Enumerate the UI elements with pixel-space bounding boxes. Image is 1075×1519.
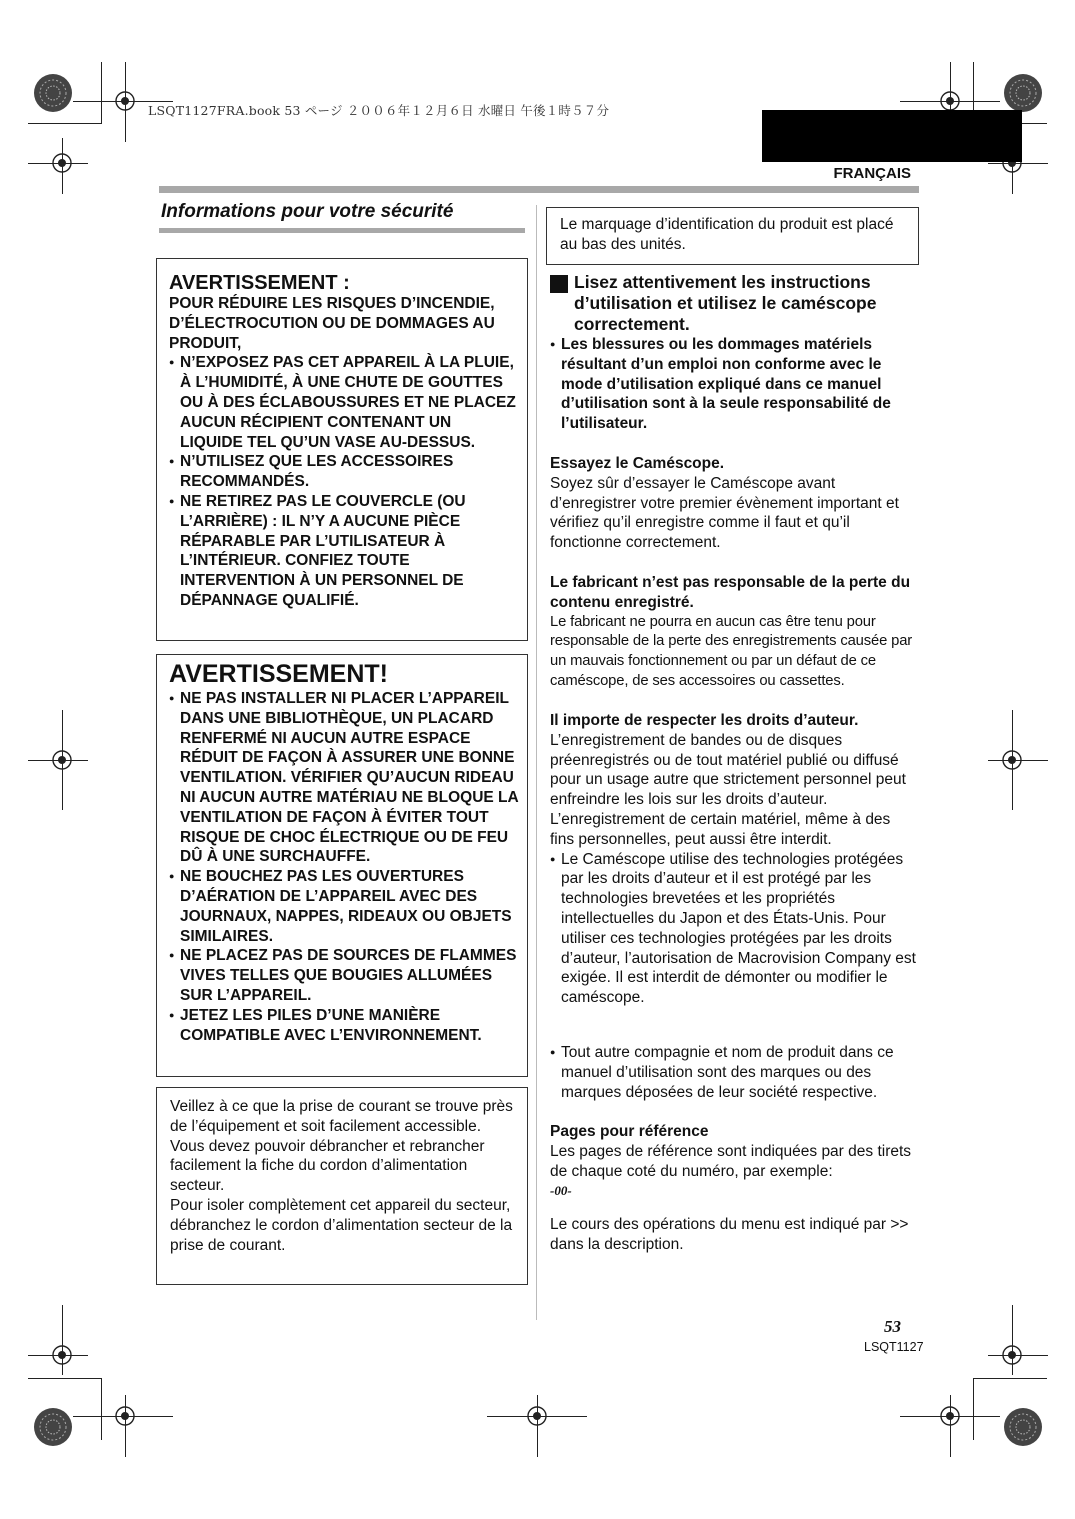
copyright-heading: Il importe de respecter les droits d’auteur. <box>550 712 859 729</box>
warning-intro: POUR RÉDUIRE LES RISQUES D’INCENDIE, D’ÉLECTROCUTION OU DE DOMMAGES AU PRODUIT, <box>169 295 495 352</box>
black-square-icon <box>550 275 568 293</box>
warning-item: ● JETEZ LES PILES D’UNE MANIÈRE COMPATIBLE AVEC L’ENVIRONNEMENT. <box>169 1006 519 1046</box>
trademarks-list <box>550 1043 918 1102</box>
header-rule <box>159 186 919 193</box>
warning-item: ● NE BOUCHEZ PAS LES OUVERTURES D’AÉRATION DE L’APPAREIL AVEC DES JOURNAUX, NAPPES, RIDEAUX OU OBJETS SIMILAIRES. <box>169 867 519 946</box>
document-code: LSQT1127 <box>864 1340 924 1354</box>
reference-body: Les pages de référence sont indiquées par des tirets de chaque coté du numéro, par exemple: <box>550 1142 912 1180</box>
copyright-section <box>550 711 918 1008</box>
section-title-rule <box>159 228 525 233</box>
outlet-paragraph: Pour isoler complètement cet appareil du secteur, débranchez le cordon d’alimentation secteur de la prise de courant. <box>170 1196 513 1254</box>
registration-target-icon <box>51 152 73 174</box>
registration-target-icon <box>526 1405 548 1427</box>
outlet-paragraph: Vous devez pouvoir débrancher et rebrancher facilement la fiche du cordon d’alimentation secteur. <box>170 1137 485 1195</box>
section-title: Informations pour votre sécurité <box>161 201 454 222</box>
print-rosette-icon <box>33 1407 73 1447</box>
warning-item: ● N’UTILISEZ QUE LES ACCESSOIRES RECOMMANDÉS. <box>169 452 517 492</box>
warning-list <box>169 689 519 1045</box>
menu-note: Le cours des opérations du menu est indiqué par >> dans la description. <box>550 1216 909 1253</box>
reference-heading: Pages pour référence <box>550 1123 709 1140</box>
instructions-list <box>550 335 918 434</box>
registration-target-icon <box>939 1405 961 1427</box>
outlet-paragraph: Veillez à ce que la prise de courant se trouve près de l’équipement et soit facilement accessible. <box>170 1098 513 1135</box>
copyright-list <box>550 850 918 1008</box>
warning-heading: AVERTISSEMENT! <box>169 660 388 688</box>
try-camera-section <box>550 454 918 553</box>
instructions-block <box>550 272 918 434</box>
trademarks-section <box>550 1043 918 1102</box>
registration-target-icon <box>1001 749 1023 771</box>
registration-target-icon <box>51 1344 73 1366</box>
warning-box-fire <box>156 258 528 641</box>
header-black-bar <box>762 110 1022 162</box>
warning-list <box>169 353 517 610</box>
marking-box: Le marquage d’identification du produit est placé au bas des unités. <box>546 207 919 265</box>
outlet-info-box <box>156 1087 528 1285</box>
copyright-item: ● Le Caméscope utilise des technologies protégées par les droits d’auteur et il est protégé par les technologies brevetées et les propriétés intellectuelles du Japon et des États-Unis. Pour utiliser ces technologies protégées par les droits d’auteur, l’autorisation de Macrovision Company est exigée. Il est interdit de démonter ou modifier le caméscope. <box>550 850 918 1008</box>
print-rosette-icon <box>33 73 73 113</box>
try-camera-heading: Essayez le Caméscope. <box>550 455 725 472</box>
warning-item: ● N’EXPOSEZ PAS CET APPAREIL À LA PLUIE, À L’HUMIDITÉ, À UNE CHUTE DE GOUTTES OU À DES ÉCLABOUSSURES ET NE PLACEZ AUCUN RÉCIPIENT CONTENANT UN LIQUIDE TEL QU’UN VASE AU-DESSUS. <box>169 353 517 452</box>
warning-item: ● NE RETIREZ PAS LE COUVERCLE (OU L’ARRIÈRE) : IL N’Y A AUCUNE PIÈCE RÉPARABLE PAR L’UTILISATEUR À L’INTÉRIEUR. CONFIEZ TOUTE INTERVENTION À UN PERSONNEL DE DÉPANNAGE QUALIFIÉ. <box>169 492 517 611</box>
language-label: FRANÇAIS <box>833 165 911 182</box>
print-rosette-icon <box>1003 73 1043 113</box>
warning-item: ● NE PAS INSTALLER NI PLACER L’APPAREIL DANS UNE BIBLIOTHÈQUE, UN PLACARD RENFERMÉ NI AUCUN AUTRE ESPACE RÉDUIT DE FAÇON À ASSURER UNE BONNE VENTILATION. VÉRIFIER QU’AUCUN RIDEAU NI AUCUN AUTRE MATÉRIAU NE BLOQUE LA VENTILATION DE FAÇON À ÉVITER TOUT RISQUE DE CHOC ÉLECTRIQUE OU DE FEU DÛ À UNE SURCHAUFFE. <box>169 689 519 867</box>
reference-section <box>550 1122 918 1201</box>
column-divider <box>536 205 537 1320</box>
registration-target-icon <box>114 90 136 112</box>
registration-target-icon <box>114 1405 136 1427</box>
try-camera-body: Soyez sûr d’essayer le Caméscope avant d’enregistrer votre premier évènement important et vérifiez qu’il enregistre comme il faut et qu’il fonctionne correctement. <box>550 474 899 552</box>
warning-heading: AVERTISSEMENT : <box>169 272 350 294</box>
instructions-heading: Lisez attentivement les instructions d’utilisation et utilisez le caméscope correctement. <box>550 272 918 335</box>
print-rosette-icon <box>1003 1407 1043 1447</box>
warning-box-ventilation <box>156 654 528 1077</box>
trademarks-item: ● Tout autre compagnie et nom de produit dans ce manuel d’utilisation sont des marques ou des marques déposées de leur société respective. <box>550 1043 918 1102</box>
page-number: 53 <box>884 1317 901 1336</box>
manufacturer-body: Le fabricant ne pourra en aucun cas être tenu pour responsable de la perte des enregistrements causée par un mauvais fonctionnement ou par un défaut de ce caméscope, de ses accessoires ou cassettes. <box>550 613 913 689</box>
reference-example: -00- <box>550 1183 572 1199</box>
instructions-item: ● Les blessures ou les dommages matériels résultant d’un emploi non conforme avec le mode d’utilisation expliqué dans ce manuel d’utilisation sont à la seule responsabilité de l’utilisateur. <box>550 335 918 434</box>
registration-target-icon <box>1001 1344 1023 1366</box>
copyright-body: L’enregistrement de bandes ou de disques préenregistrés ou de tout matériel publié ou diffusé pour un usage autre que strictement personnel peut enfreindre les lois sur les droits d’auteur. L’enregistrement de certain matériel, même à des fins personnelles, peut aussi être interdit. <box>550 731 906 848</box>
registration-target-icon <box>939 90 961 112</box>
registration-target-icon <box>51 749 73 771</box>
file-info-line: LSQT1127FRA.book 53 ページ ２００６年１２月６日 水曜日 午後１時５７分 <box>148 103 610 118</box>
warning-item: ● NE PLACEZ PAS DE SOURCES DE FLAMMES VIVES TELLES QUE BOUGIES ALLUMÉES SUR L’APPAREIL. <box>169 946 519 1005</box>
manufacturer-section <box>550 573 918 692</box>
manufacturer-heading: Le fabricant n’est pas responsable de la perte du contenu enregistré. <box>550 574 911 611</box>
